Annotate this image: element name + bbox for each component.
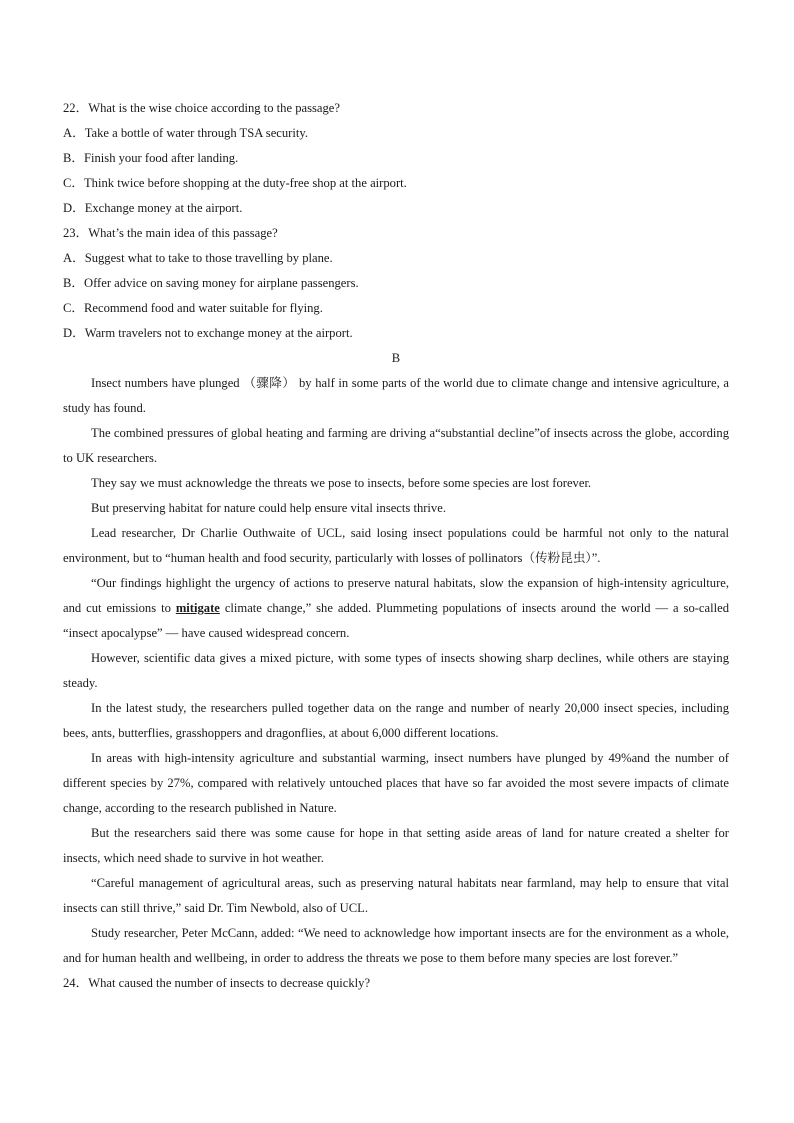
question-23-option-c: C．Recommend food and water suitable for flying. bbox=[63, 301, 323, 315]
passage-paragraph: The combined pressures of global heating and farming are driving a“substantial decline”of insects across the globe, according to UK researchers. bbox=[63, 426, 729, 465]
passage-paragraph: Insect numbers have plunged （骤降） by half in some parts of the world due to climate change and intensive agriculture, a study has found. bbox=[63, 376, 729, 415]
passage-paragraph: “Careful management of agricultural areas, such as preserving natural habitats near farmland, may help to ensure that vital insects can still thrive,” said Dr. Tim Newbold, also of UCL. bbox=[63, 876, 729, 915]
passage-paragraph: In areas with high-intensity agriculture and substantial warming, insect numbers have plunged by 49%and the number of different species by 27%, compared with relatively untouched places that have so far avoided the most severe impacts of climate change, according to the research published in Nature. bbox=[63, 751, 729, 815]
passage-paragraph: But the researchers said there was some cause for hope in that setting aside areas of land for nature created a shelter for insects, which need shade to survive in hot weather. bbox=[63, 826, 729, 865]
question-22-stem: 22．What is the wise choice according to the passage? bbox=[63, 101, 340, 115]
question-22-option-c: C．Think twice before shopping at the duty-free shop at the airport. bbox=[63, 176, 407, 190]
question-23-option-d: D．Warm travelers not to exchange money at the airport. bbox=[63, 326, 353, 340]
question-22-option-b: B．Finish your food after landing. bbox=[63, 151, 239, 165]
passage-paragraph: Lead researcher, Dr Charlie Outhwaite of UCL, said losing insect populations could be harmful not only to the natural environment, but to “human health and food security, particularly with losses of pollinators（传粉昆虫）”. bbox=[63, 526, 729, 565]
passage-paragraph-mitigate bbox=[63, 571, 729, 646]
underlined-keyword: mitigate bbox=[175, 601, 220, 615]
section-b-heading: B bbox=[391, 351, 401, 365]
question-22-option-d: D．Exchange money at the airport. bbox=[63, 201, 243, 215]
passage-paragraph: In the latest study, the researchers pulled together data on the range and number of nearly 20,000 insect species, including bees, ants, butterflies, grasshoppers and dragonflies, at about 6,000 different locations. bbox=[63, 701, 729, 740]
document-page bbox=[63, 96, 729, 996]
passage-paragraph: But preserving habitat for nature could help ensure vital insects thrive. bbox=[91, 501, 446, 515]
question-23-option-a: A．Suggest what to take to those travelling by plane. bbox=[63, 251, 333, 265]
paragraph-text-before: “Our findings highlight the urgency of actions to preserve natural habitats, slow the expansion of high-intensity agriculture, and cut emissions to bbox=[63, 576, 729, 615]
passage-paragraph: They say we must acknowledge the threats we pose to insects, before some species are lost forever. bbox=[91, 476, 592, 490]
question-23-stem: 23．What’s the main idea of this passage? bbox=[63, 226, 278, 240]
paragraph-text-after: climate change,” she added. Plummeting populations of insects around the world — a so-called “insect apocalypse” — have caused widespread concern. bbox=[63, 601, 729, 640]
question-24-stem: 24．What caused the number of insects to decrease quickly? bbox=[63, 976, 371, 990]
passage-paragraph: Study researcher, Peter McCann, added: “We need to acknowledge how important insects are for the environment as a whole, and for human health and wellbeing, in order to address the threats we pose to them before many species are lost forever.” bbox=[63, 926, 729, 965]
passage-paragraph: However, scientific data gives a mixed picture, with some types of insects showing sharp declines, while others are staying steady. bbox=[63, 651, 729, 690]
question-22-option-a: A．Take a bottle of water through TSA security. bbox=[63, 126, 308, 140]
question-23-option-b: B．Offer advice on saving money for airplane passengers. bbox=[63, 276, 359, 290]
